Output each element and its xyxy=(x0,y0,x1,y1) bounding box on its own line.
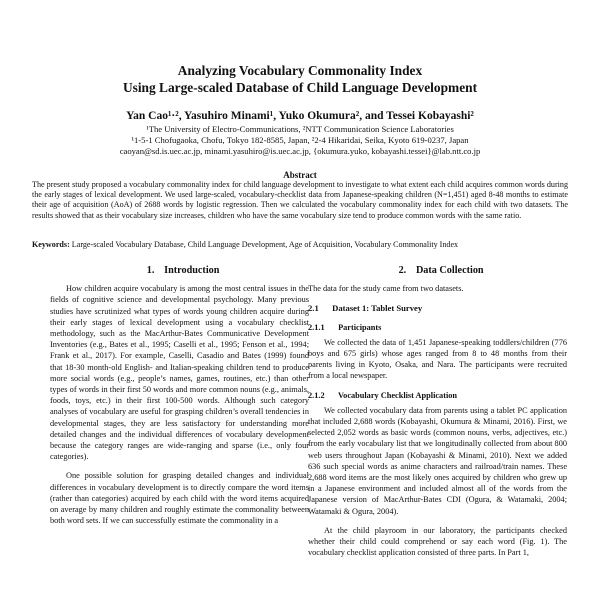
subsubsection-number: 2.1.2 xyxy=(308,390,325,400)
section-title: Data Collection xyxy=(415,265,484,276)
subsubsection-number: 2.1.1 xyxy=(308,322,325,332)
section-heading-introduction xyxy=(50,265,309,276)
abstract-heading: Abstract xyxy=(283,170,317,180)
affiliation-addresses: ¹1-5-1 Chofugaoka, Chofu, Tokyo 182-8585, Japan, ²2-4 Hikaridai, Seika, Kyoto 619-0237, Japan xyxy=(131,135,469,145)
left-column xyxy=(50,262,309,534)
section-title: Introduction xyxy=(164,265,220,276)
checklist-paragraph: We collected vocabulary data from parents using a tablet PC application that included 2,688 words (Kobayashi, Okumura & Minami, 2016). First, we selected 2,052 words as basic words (common nouns, verbs, adjectives, etc.) from the early vocabulary list that we longitudinally collected from about 800 web users throughout Japan (Kobayashi & Minami, 2010). Next we added 636 such special words as anime characters and railroad/train names. These 2,688 word items are the most likely ones acquired by children who grew up in a Japanese environment and included almost all of the words from the Japanese version of MacArthur-Bates CDI (Ogura, & Watamaki, 2004; Watamaki & Ogura, 2004). xyxy=(308,405,567,516)
section-number: 1. xyxy=(146,265,155,276)
subsubsection-heading-checklist xyxy=(308,390,567,401)
affiliation-emails: caoyan@sd.is.uec.ac.jp, minami.yasuhiro@is.uec.ac.jp, {okumura.yuko, kobayashi.tessei}@lab.ntt.co.jp xyxy=(119,146,481,156)
paper-title-line-2: Using Large-scaled Database of Child Language Development xyxy=(122,80,478,95)
participants-paragraph: We collected the data of 1,451 Japanese-speaking toddlers/children (776 boys and 675 girls) whose ages ranged from 8 to 48 months from their parents living in Kyoto, Osaka, and Nara. The participants were recruited from a local newspaper. xyxy=(308,337,567,381)
intro-paragraph-2: One possible solution for grasping detailed changes and individual differences in vocabulary development is to directly compare the word items (rather than categories) acquired by each child with the word items acquired on average by many children and roughly estimate the commonality between both word sets. If we can successfully estimate the commonality in a xyxy=(50,471,309,526)
abstract-text: The present study proposed a vocabulary commonality index for child language development to investigate to what extent each child acquires common words during the early stages of lexical development. We used large-scaled, vocabulary-checklist data from Japanese-speaking children (N=1,451) aged 8-48 months to estimate their age of acquisition (AoA) of 2688 words by logistic regression. Then we calculated the vocabulary commonality index for each child with two datasets. The results showed that as their vocabulary size increases, children who have the same vocabulary size tend to produce common words with the same ratio. xyxy=(32,180,568,220)
keywords-text: Large-scaled Vocabulary Database, Child Language Development, Age of Acquisition, Vocabulary Commonality Index xyxy=(71,240,459,249)
affiliation-institutions: ¹The University of Electro-Communications, ²NTT Communication Science Laboratories xyxy=(146,124,454,134)
subsubsection-title: Vocabulary Checklist Application xyxy=(337,390,458,400)
intro-paragraph-1: How children acquire vocabulary is among the most central issues in the fields of cognitive science and developmental psychology. Many previous studies have scrutinized what types of words young children acquire during their early stages of lexical development using a vocabulary checklist methodology, such as the MacArthur-Bates Communicative Development Inventories (e.g., Bates et al., 1995; Caselli et al., 1995; Fenson et al., 1994; Frank et al., 2017). For example, Caselli, Casadio and Bates (1999) found that 18-30 month-old English- and Italian-speaking children tend to produce more social words (e.g., people’s names, games, routines, etc.) than other types of words in their first 50 words and more common nouns (e.g., animals, foods, toys, etc.) in their first 100-500 words. Although such category analyses of vocabulary are useful for grasping children’s overall tendencies in developmental stages, they are less satisfactory for understanding more detailed changes and the individual differences of vocabulary development because the category ranges are wide-ranging and sparse (i.e., only four categories). xyxy=(50,284,309,462)
section-heading-data-collection xyxy=(308,265,567,276)
subsection-heading-dataset-1 xyxy=(308,303,567,314)
paper-title-line-1: Analyzing Vocabulary Commonality Index xyxy=(177,63,423,78)
keywords-line xyxy=(32,240,568,250)
subsection-title: Dataset 1: Tablet Survey xyxy=(332,303,423,314)
playroom-paragraph: At the child playroom in our laboratory, the participants checked whether their child could comprehend or say each word (Fig. 1). The vocabulary checklist application consisted of three parts. In Part 1, xyxy=(308,525,567,558)
subsubsection-heading-participants xyxy=(308,322,567,333)
subsection-number: 2.1 xyxy=(308,303,319,314)
keywords-label: Keywords: xyxy=(32,240,70,249)
subsubsection-title: Participants xyxy=(338,322,382,332)
author-list: Yan Cao¹·², Yasuhiro Minami¹, Yuko Okumura², and Tessei Kobayashi² xyxy=(126,110,474,122)
section-number: 2. xyxy=(398,265,407,276)
right-column xyxy=(308,262,567,566)
data-collection-intro: The data for the study came from two datasets. xyxy=(308,284,464,294)
